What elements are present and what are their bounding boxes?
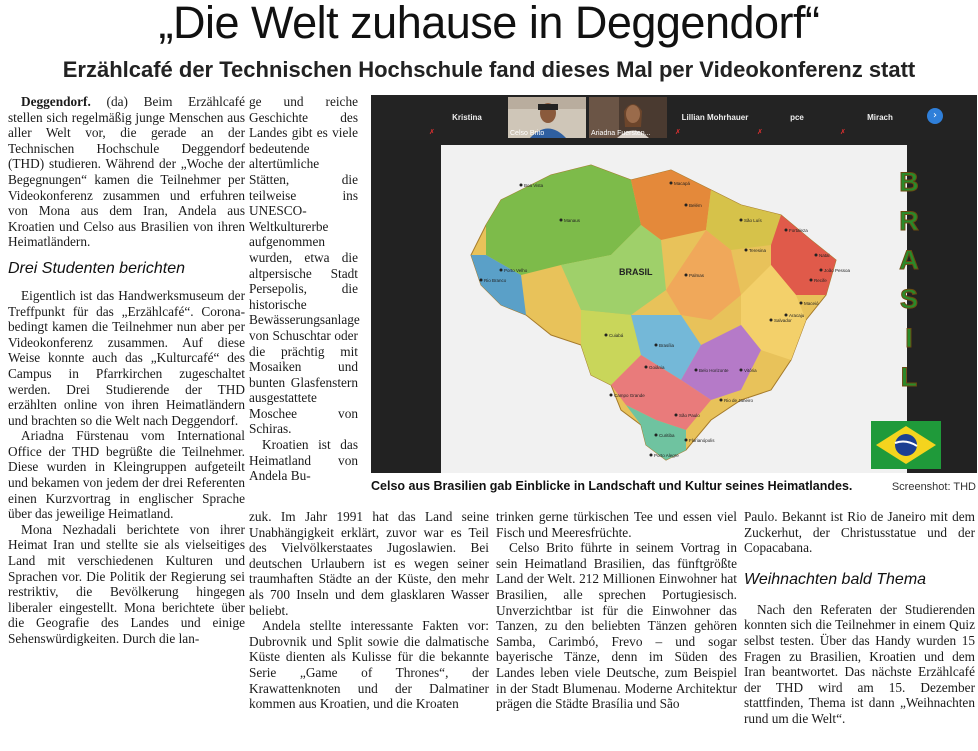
participant-name-ariadna: Ariadna Fuersten...	[591, 130, 651, 137]
slide-letter-b: B	[899, 167, 919, 197]
map-city-label: Campo Grande	[614, 393, 645, 398]
participant-video-celso	[508, 97, 586, 138]
map-city-label: Rio de Janeiro	[724, 398, 754, 403]
paragraph-kroatien-continued: zuk. Im Jahr 1991 hat das Land seine Unabhängigkeit erklärt, zuvor war es Teil des Vielvölkerstaates Jugoslawien. Bei deutschen Urlaubern ist es wegen seiner traumhaften Städte an der Küste, den mehr als 700 Inseln und dem glasklaren Wasser beliebt.	[249, 509, 489, 618]
map-city-label: Cuiabá	[609, 333, 624, 338]
map-city-label: Teresina	[749, 248, 767, 253]
map-city-label: Belo Horizonte	[699, 368, 729, 373]
subheadline: Erzählcafé der Technischen Hochschule fand dieses Mal per Videokonferenz statt	[62, 57, 916, 82]
map-city-dot	[800, 302, 803, 305]
map-city-dot	[480, 279, 483, 282]
muted-mic-icon: ✗	[840, 128, 846, 136]
map-city-dot	[770, 319, 773, 322]
map-city-label: Goiânia	[649, 365, 665, 370]
map-city-dot	[695, 369, 698, 372]
map-city-dot	[655, 344, 658, 347]
article-column-5	[744, 509, 975, 727]
map-city-dot	[685, 204, 688, 207]
slide-letter-r: R	[899, 206, 919, 236]
map-city-label: São Luís	[744, 218, 762, 223]
paragraph-andela-facts: Andela stellte interessante Fakten vor: Dubrovnik und Split sowie die dalmatische Küste dienten als Kulisse für die bekannte Serie „Game of Thrones“, der Krawattenknoten und der Dalmatiner kommen aus Kroatien, und die Kroaten	[249, 618, 489, 712]
map-country-label: BRASIL	[619, 267, 653, 277]
brazil-flag-icon	[871, 421, 941, 469]
paragraph-mona: Mona Nezhadali berichtete von ihrer Heimat Iran und stellte sie als vielseitiges Land mit verschiedenen Kulturen und Sprachen vor. Die Politik der Regierung sei restriktiv, die Bevölkerung hingegen liberaler eingestellt. Mona berichtete über die Geografie des Landes und einige Sehenswürdigkeiten. Durch die lan-	[8, 521, 245, 646]
map-city-label: Fortaleza	[789, 228, 808, 233]
paragraph-quiz: Nach den Referaten der Studierenden konnten sich die Teilnehmer in einem Quiz selbst testen. Über das Handy wurden 15 Fragen zu Brasilien, Kroatien und dem Iran beantwortet. Das nächste Erzählcafé der THD wird am 15. Dezember stattfinden, Thema ist dann „Weihnachten rund um die Welt“.	[744, 601, 975, 726]
map-city-label: Macapá	[674, 181, 691, 186]
slide-letter-i: I	[905, 323, 913, 353]
muted-mic-icon: ✗	[675, 128, 681, 136]
headline: „Die Welt zuhause in Deggendorf“	[158, 0, 820, 48]
subhead-drei-studenten: Drei Studenten berichten	[8, 259, 185, 277]
map-city-label: Boa Vista	[524, 183, 544, 188]
map-city-dot	[815, 254, 818, 257]
article-column-4	[496, 509, 737, 712]
map-city-label: São Paulo	[679, 413, 700, 418]
paragraph-kroatien-tee: trinken gerne türkischen Tee und essen viel Fisch und Meeresfrüchte.	[496, 509, 737, 540]
map-city-label: Curitiba	[659, 433, 675, 438]
map-city-dot	[810, 279, 813, 282]
brazil-map-icon	[441, 145, 861, 473]
map-city-label: Manaus	[564, 218, 581, 223]
participant-bar	[371, 95, 977, 140]
slide-letter-a: A	[899, 245, 919, 275]
participant-name-celso: Celso Brito	[510, 130, 545, 137]
map-city-dot	[785, 314, 788, 317]
map-city-dot	[720, 399, 723, 402]
map-city-dot	[785, 229, 788, 232]
paragraph-celso: Celso Brito führte in seinem Vortrag in sein Heimatland Brasilien, das fünftgrößte Land der Welt. 212 Millionen Einwohner hat Brasilien, alle sprechen Portugiesisch. Unverzichtbar ist für die Einwohner das Tanzen, zu den beliebten Tänzen gehören Samba, Carimbó, Frevo – und sogar bayerische Tänze, denn im Süden des Landes leben viele Deutsche, zum Beispiel in der Stadt Blumenau. Moderne Architektur prägen die Städte Brasília und São	[496, 540, 737, 712]
map-city-dot	[685, 274, 688, 277]
participant-tile: pce	[790, 113, 804, 122]
participant-video-ariadna	[589, 97, 667, 138]
paragraph-ariadna: Ariadna Fürstenau vom International Office der THD begrüßte die Teilnehmer. Diese wurden in Kleingruppen aufgeteilt und bekamen von jedem der drei Referenten einen Kurzvortrag in englischer Sprache über das jeweilige Heimatland.	[8, 428, 245, 522]
participant-tile: Lillian Mohrhauer	[681, 113, 749, 122]
map-city-dot	[740, 369, 743, 372]
photo-credit: Screenshot: THD	[891, 481, 976, 493]
map-city-dot	[645, 366, 648, 369]
participant-tile: Mirach	[867, 113, 893, 122]
paragraph-mona-continued: ge und reiche Geschichte des Landes gibt es viele bedeutende altertümliche Stätten, die teilweise ins UNESCO-Weltkulturerbe aufgenommen wurden, etwa die altpersische Stadt Persepolis, die historische Bewässerungsanlage von Schuschtar oder die prächtig mit Mosaiken und bunten Glasfenstern ausgestattete Moschee von Schiras.	[249, 94, 360, 437]
map-city-label: Brasília	[659, 343, 675, 348]
map-city-dot	[650, 454, 653, 457]
map-city-label: Rio Branco	[484, 278, 507, 283]
map-city-label: Belém	[689, 203, 702, 208]
muted-mic-icon: ✗	[757, 128, 763, 136]
subhead-weihnachten: Weihnachten bald Thema	[744, 570, 927, 588]
map-city-label: Natal	[819, 253, 830, 258]
photo-caption: Celso aus Brasilien gab Einblicke in Landschaft und Kultur seines Heimatlandes.	[371, 479, 853, 493]
map-city-dot	[740, 219, 743, 222]
presentation-slide	[441, 145, 919, 473]
map-city-label: Salvador	[774, 318, 792, 323]
video-conference-screenshot	[371, 95, 977, 473]
map-city-dot	[670, 182, 673, 185]
intro-text: (da) Beim Erzählcafé stellen sich regelmäßig junge Menschen aus aller Welt vor, die gerade an der Technischen Hochschule Deggendorf (THD) studieren. Während der „Woche der Begegnungen“ kamen die Teilnehmer per Videokonferenz zusammen und erfuhren von Mona aus dem Iran, Andela aus Kroatien und Celso aus Brasilien von ihren Heimatländern.	[8, 94, 245, 250]
map-city-dot	[520, 184, 523, 187]
map-city-dot	[605, 334, 608, 337]
muted-mic-icon: ✗	[429, 128, 435, 136]
paragraph-kroatien: Kroatien ist das Heimatland von Andela Bu-	[249, 437, 358, 484]
map-city-label: Palmas	[689, 273, 705, 278]
map-city-dot	[820, 269, 823, 272]
map-city-label: Vitória	[744, 368, 757, 373]
map-city-label: Porto Alegre	[654, 453, 679, 458]
dateline: Deggendorf.	[21, 94, 91, 109]
map-city-dot	[610, 394, 613, 397]
map-city-dot	[745, 249, 748, 252]
paragraph-celso-continued: Paulo. Bekannt ist Rio de Janeiro mit dem Zuckerhut, der Christusstatue und der Copacabana.	[744, 509, 975, 556]
map-city-dot	[560, 219, 563, 222]
article-column-2	[249, 94, 358, 484]
map-city-label: Porto Velho	[504, 268, 528, 273]
map-city-dot	[500, 269, 503, 272]
map-city-dot	[685, 439, 688, 442]
next-page-button[interactable]: ›	[927, 108, 943, 124]
article-column-1	[8, 94, 245, 647]
participant-tile: Kristina	[452, 113, 482, 122]
map-city-label: Aracaju	[789, 313, 805, 318]
slide-letter-s: S	[899, 284, 918, 314]
map-city-label: João Pessoa	[824, 268, 851, 273]
map-city-label: Maceió	[804, 301, 819, 306]
intro-paragraph	[8, 94, 245, 250]
paragraph-handwerksmuseum: Eigentlich ist das Handwerksmuseum der Treffpunkt für das „Erzählcafé“. Corona-bedingt kamen die Teilnehmer nun aber per Videokonferenz zusammen. Auf diese Weise konnte auch das „Kulturcafé“ des Campus in Pfarrkirchen zugeschaltet werden. Drei Studierende der THD erzählten online von ihren Heimatländern und brachten so die Welt nach Deggendorf.	[8, 287, 245, 428]
slide-letter-l: L	[900, 362, 918, 392]
map-city-dot	[675, 414, 678, 417]
map-city-label: Recife	[814, 278, 827, 283]
map-city-dot	[655, 434, 658, 437]
map-city-label: Florianópolis	[689, 438, 715, 443]
article-column-3	[249, 509, 489, 712]
